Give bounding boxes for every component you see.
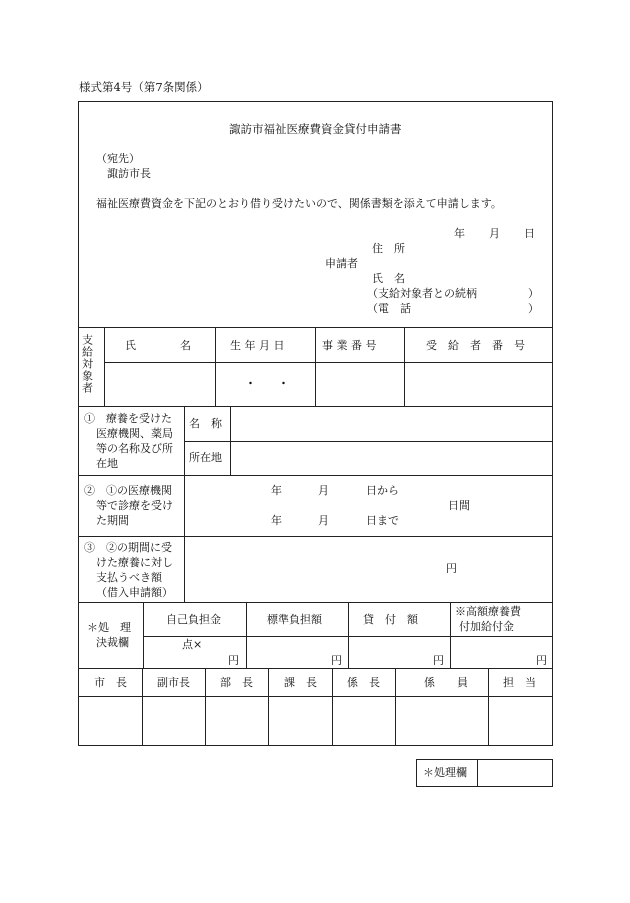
loan-yen: 円 — [433, 654, 444, 667]
institution-name-label: 名 称 — [189, 417, 222, 430]
to-day: 日まで — [366, 514, 399, 527]
from-day: 日から — [366, 484, 399, 497]
addressee: 諏訪市長 — [107, 167, 151, 180]
section3-label-2: けた療養に対し — [96, 556, 173, 569]
loan-amount-yen: 円 — [446, 562, 457, 575]
from-year: 年 — [271, 484, 282, 497]
applicant-label: 申請者 — [325, 257, 358, 270]
approval-deputy-mayor: 副市長 — [157, 676, 190, 689]
birthdate-dots: ・ ・ — [245, 377, 289, 390]
col-high-cost-2: 付加給付金 — [459, 620, 514, 633]
points-times: 点× — [182, 638, 203, 651]
header-name: 氏 名 — [125, 339, 191, 352]
relation-label: （支給対象者との続柄 — [367, 287, 477, 300]
approval-mayor: 市 長 — [94, 676, 127, 689]
footer-processing-label: ＊処理欄 — [423, 766, 467, 779]
col-loan-amount: 貸 付 額 — [363, 613, 418, 626]
approval-staff: 係 員 — [424, 676, 468, 689]
approval-section-chief: 課 長 — [284, 676, 317, 689]
header-office-number: 事 業 番 号 — [322, 339, 377, 352]
applicant-name-label: 氏 名 — [372, 272, 405, 285]
processing-label-1: ＊処 理 — [87, 621, 131, 634]
approval-dept-head: 部 長 — [220, 676, 253, 689]
section3-label-3: 支払うべき額 — [96, 571, 162, 584]
section3-label-1: ③ ②の期間に受 — [84, 541, 172, 554]
date-day: 日 — [524, 227, 535, 240]
col-standard-burden: 標準負担額 — [267, 613, 322, 626]
relation-close: ） — [528, 287, 539, 300]
applicant-address-label: 住 所 — [372, 242, 405, 255]
period-days: 日間 — [448, 499, 470, 512]
section1-label-3: 等の名称及び所 — [96, 442, 173, 455]
section2-label-3: た期間 — [96, 514, 129, 527]
date-year: 年 — [454, 227, 465, 240]
approval-in-charge: 担 当 — [503, 676, 536, 689]
phone-close: ） — [528, 302, 539, 315]
from-month: 月 — [318, 484, 329, 497]
phone-label: （電 話 — [367, 302, 411, 315]
form-number: 様式第4号（第7条関係） — [79, 80, 209, 94]
processing-label-2: 決裁欄 — [96, 636, 129, 649]
section2-label-1: ② ①の医療機関 — [84, 484, 172, 497]
application-statement: 福祉医療費資金を下記のとおり借り受けたいので、関係書類を添えて申請します。 — [96, 197, 502, 210]
recipient-side-label: 支給対象者 — [80, 334, 94, 394]
to-year: 年 — [271, 514, 282, 527]
approval-subsection-chief: 係 長 — [347, 676, 380, 689]
high-cost-yen: 円 — [536, 654, 547, 667]
header-birthdate: 生 年 月 日 — [230, 339, 285, 352]
self-pay-yen: 円 — [228, 654, 239, 667]
institution-address-label: 所在地 — [189, 451, 222, 464]
section3-label-4: （借入申請額） — [96, 586, 173, 599]
date-month: 月 — [489, 227, 500, 240]
section1-label-4: 在地 — [96, 457, 118, 470]
section1-label-2: 医療機関、薬局 — [96, 427, 173, 440]
addressee-paren: （宛先） — [96, 152, 140, 165]
col-self-pay: 自己負担金 — [166, 613, 221, 626]
col-high-cost-1: ※高額療養費 — [455, 605, 521, 618]
to-month: 月 — [318, 514, 329, 527]
section2-label-2: 等で診療を受け — [96, 499, 173, 512]
standard-burden-yen: 円 — [331, 654, 342, 667]
section1-label-1: ① 療養を受けた — [84, 412, 172, 425]
header-recipient-number: 受 給 者 番 号 — [426, 339, 525, 352]
form-title: 諏訪市福祉医療費資金貸付申請書 — [229, 122, 402, 136]
